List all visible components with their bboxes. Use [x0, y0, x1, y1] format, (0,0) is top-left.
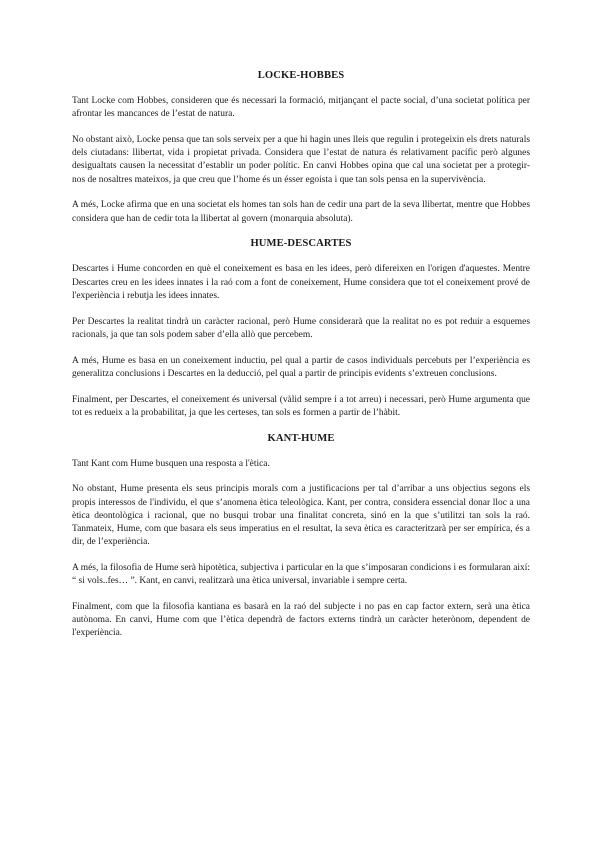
paragraph: Per Descartes la realitat tindrà un caràcter racional, però Hume considerarà que la realitat no es pot reduir a esquemes racionals, ja que tan sols podem saber d’ella allò que percebem.: [72, 316, 530, 340]
paragraph: A més, la filosofia de Hume serà hipotètica, subjectiva i particular en la que s’imposaran condicions i es formularan així: “ si vols..fes… ”. Kant, en canvi, realitzarà una ètica universal, invariable i sempre certa.: [72, 563, 530, 587]
paragraph: A més, Locke afirma que en una societat els homes tan sols han de cedir una part de la seva llibertat, mentre que Hobbes considera que han de cedir tota la llibertat al govern (monarquia absoluta).: [72, 200, 530, 224]
section-title: HUME-DESCARTES: [250, 238, 352, 250]
paragraph: No obstant això, Locke pensa que tan sols serveix per a que hi hagin unes lleis que regulin i protegeixin els drets naturals dels ciutadans: llibertat, vida i propietat privada. Considera que l’estat de natura és relativament pacífic però algunes desigualtats causen la necessitat d’establir un poder polític. En canvi Hobbes opina que cal una societat per a protegir-nos de nosaltres mateixos, ja que creu que l’home és un ésser egoista i que tan sols pensa en la supervivència.: [72, 135, 530, 185]
paragraph: Descartes i Hume concorden en què el coneixement es basa en les idees, però difereixen en l'origen d'aquestes. Mentre Descartes creu en les idees innates i la raó com a font de coneixement, Hume considera que tot el coneixement prové de l'experiència i rebutja les idees innates.: [72, 264, 530, 301]
paragraph: A més, Hume es basa en un coneixement inductiu, pel qual a partir de casos individuals percebuts per l’experiència es generalitza conclusions i Descartes en la deducció, pel qual a partir de principis evidents s’extreuen conclusions.: [72, 355, 530, 379]
paragraph: Finalment, com que la filosofia kantiana es basarà en la raó del subjecte i no pas en cap factor extern, serà una ètica autònoma. En canvi, Hume com que l’ètica dependrà de factors externs tindrà un caràcter heterònom, dependent de l'experiència.: [72, 602, 530, 639]
document-page: [72, 70, 530, 653]
section-locke-hobbes: [72, 70, 530, 226]
section-title: KANT-HUME: [267, 432, 335, 444]
section-kant-hume: [72, 433, 530, 641]
paragraph: Tant Locke com Hobbes, consideren que és necessari la formació, mitjançant el pacte social, d’una societat política per afrontar les mancances de l’estat de natura.: [72, 96, 530, 120]
paragraph: No obstant, Hume presenta els seus principis morals com a justificacions per tal d’arribar a uns objectius segons els propis interessos de l'individu, el que s’anomena ètica teleològica. Kant, per contra, considera essencial donar lloc a una ètica deontològica i racional, que no busqui trobar una finalitat concreta, sinó en la que s’utilitzi tan sols la raó. Tanmateix, Hume, com que basara els seus imperatius en el resultat, la seva ètica es caracteritzarà per ser empírica, és a dir, de l’experiència.: [72, 484, 530, 548]
paragraph: Tant Kant com Hume busquen una resposta a l'ètica.: [72, 458, 270, 469]
section-title: LOCKE-HOBBES: [257, 70, 345, 81]
paragraph: Finalment, per Descartes, el coneixement és universal (vàlid sempre i a tot arreu) i necessari, però Hume argumenta que tot es redueix a la probabilitat, ja que les certeses, tan sols es formen a partir de l’hàbit.: [72, 394, 530, 418]
section-hume-descartes: [72, 238, 530, 420]
